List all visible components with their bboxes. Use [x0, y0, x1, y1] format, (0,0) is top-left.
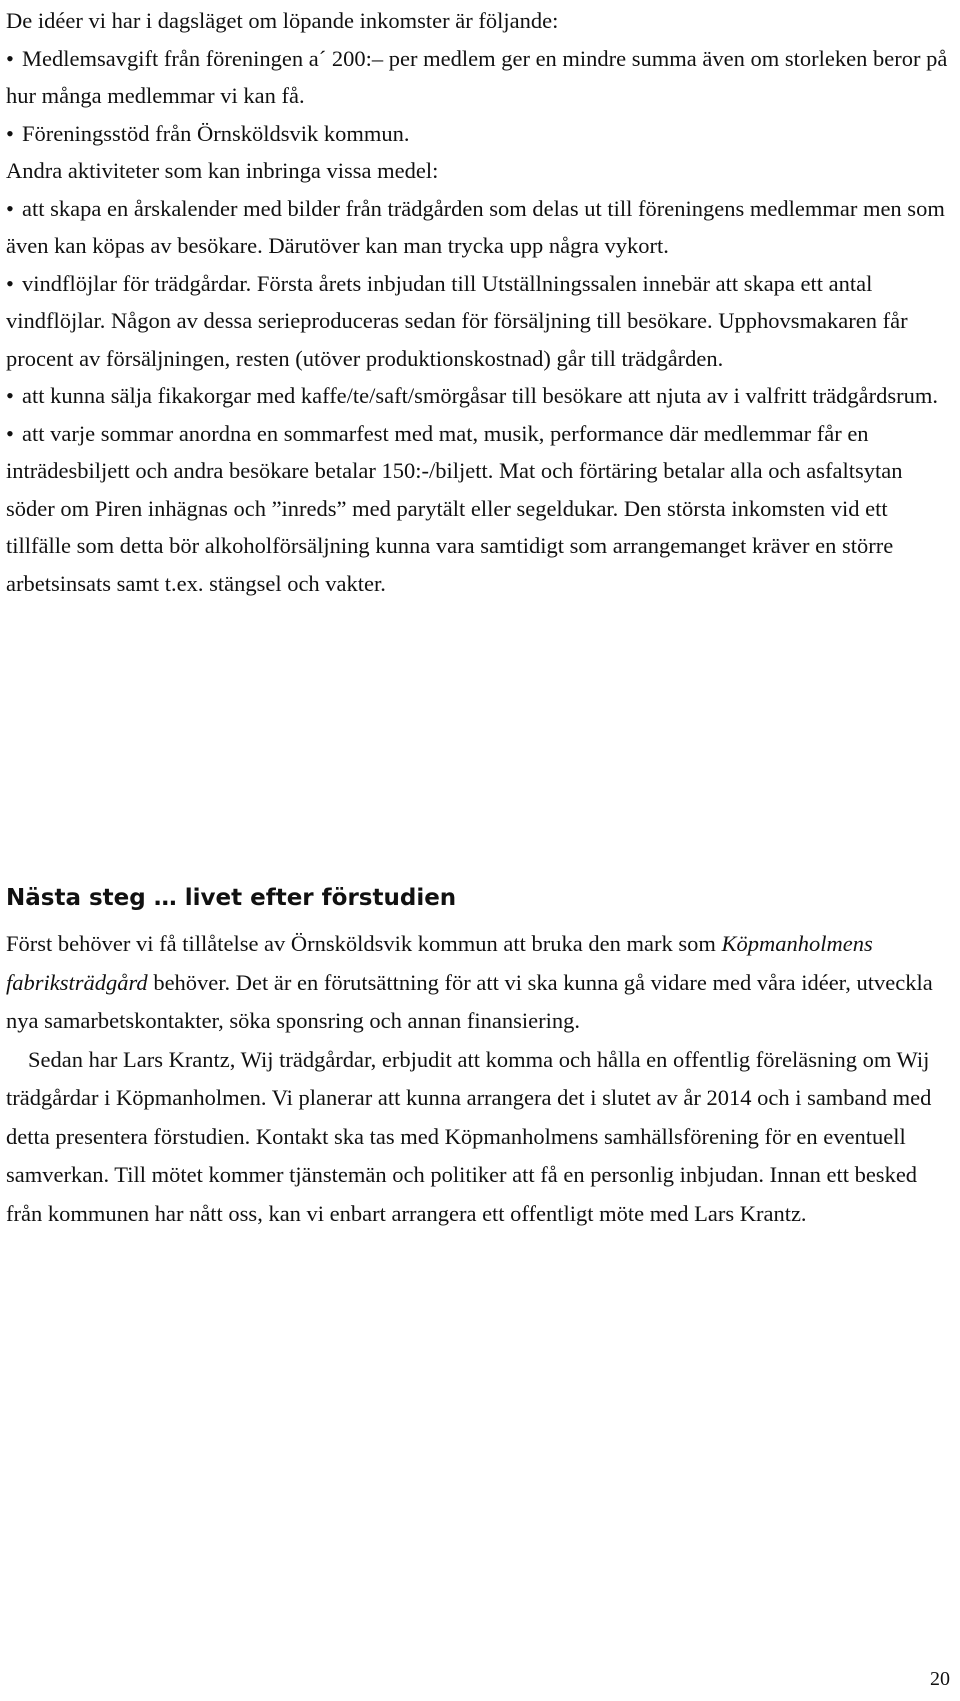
bullet-text: Medlemsavgift från föreningen a´ 200:– per medlem ger en mindre summa även om storleken beror på hur många medlemmar vi kan få. [6, 45, 948, 108]
bullet-text: att skapa en årskalender med bilder från trädgården som delas ut till föreningens medlemmar men som även kan köpas av besökare. Därutöver kan man trycka upp några vykort. [6, 195, 945, 258]
paragraph-text: Först behöver vi få tillåtelse av Örnsköldsvik kommun att bruka den mark som [6, 931, 722, 956]
bullet-icon: • [6, 120, 14, 146]
paragraph-text: behöver. Det är en förutsättning för att vi ska kunna gå vidare med våra idéer, utveckla nya samarbetskontakter, söka sponsring och annan finansiering. [6, 969, 933, 1033]
paragraph-permission [6, 925, 950, 1041]
garden-name: Köpmanholmens fabriksträdgård [6, 931, 873, 995]
bullet-icon: • [6, 195, 14, 221]
bullet-item [6, 40, 950, 115]
bullet-text: vindflöjlar för trädgårdar. Första årets inbjudan till Utställningssalen innebär att skapa ett antal vindflöjlar. Någon av dessa serieproduceras sedan för försäljning till besökare. Upphovsmakaren får procent av försäljningen, resten (utöver produktionskostnad) går till trädgården. [6, 270, 908, 371]
bullet-item [6, 265, 950, 378]
bullet-item [6, 377, 950, 415]
bullet-item [6, 115, 950, 153]
section-heading: Nästa steg … livet efter förstudien [6, 885, 457, 911]
bullet-icon: • [6, 383, 14, 408]
bullet-text: att kunna sälja fikakorgar med kaffe/te/saft/smörgåsar till besökare att njuta av i valfritt trädgårdsrum. [22, 383, 938, 408]
page-number: 20 [930, 1668, 950, 1690]
next-steps-section [6, 925, 950, 1233]
bullet-item [6, 190, 950, 265]
income-ideas-section [6, 2, 950, 602]
bullet-text: att varje sommar anordna en sommarfest med mat, musik, performance där medlemmar får en inträdesbiljett och andra besökare betalar 150:-/biljett. Mat och förtäring betalar alla och asfaltsytan söder om Piren inhägnas och ”inreds” med parytält eller segeldukar. Den största inkomsten vid ett tillfälle som detta bör alkoholförsäljning kunna vara samtidigt som arrangemanget kräver en större arbetsinsats samt t.ex. stängsel och vakter. [6, 420, 903, 596]
bullet-text: Föreningsstöd från Örnsköldsvik kommun. [22, 120, 410, 146]
bullet-icon: • [6, 45, 14, 71]
paragraph-lecture: Sedan har Lars Krantz, Wij trädgårdar, erbjudit att komma och hålla en offentlig föreläsning om Wij trädgårdar i Köpmanholmen. Vi planerar att kunna arrangera det i slutet av år 2014 och i samband med detta presentera förstudien. Kontakt ska tas med Köpmanholmens samhällsförening för en eventuell samverkan. Till mötet kommer tjänstemän och politiker att få en personlig inbjudan. Innan ett besked från kommunen har nått oss, kan vi enbart arrangera ett offentligt möte med Lars Krantz. [6, 1046, 932, 1226]
activities-intro: Andra aktiviteter som kan inbringa vissa medel: [6, 158, 439, 183]
bullet-item [6, 415, 950, 603]
bullet-icon: • [6, 420, 14, 446]
income-intro: De idéer vi har i dagsläget om löpande inkomster är följande: [6, 8, 559, 33]
bullet-icon: • [6, 270, 14, 296]
